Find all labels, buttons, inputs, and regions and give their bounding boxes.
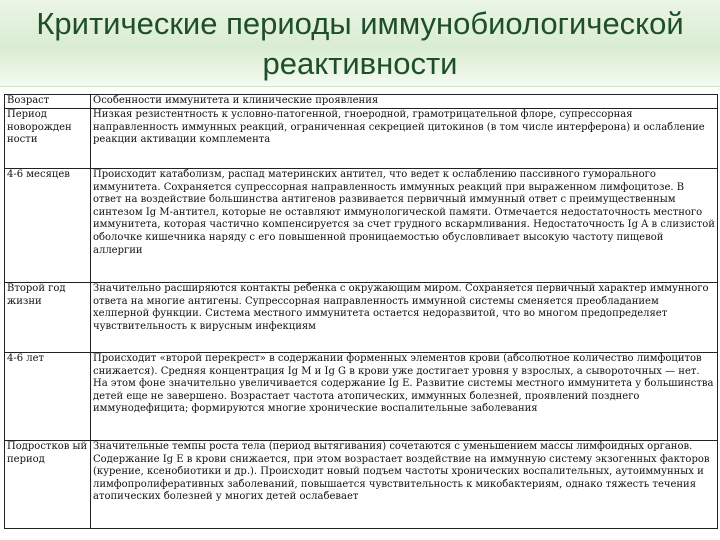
header-age: Возраст bbox=[5, 95, 91, 109]
row-age-cell: 4-6 месяцев bbox=[5, 169, 91, 283]
slide-title bbox=[0, 4, 720, 84]
table-row bbox=[5, 353, 718, 441]
title-line-1: Критические периоды иммунобиологической bbox=[36, 6, 684, 41]
header-features: Особенности иммунитета и клинические проявления bbox=[91, 95, 718, 109]
immunity-periods-table bbox=[4, 94, 718, 529]
row-text-cell: Происходит «второй перекрест» в содержании форменных элементов крови (абсолютное количество лимфоцитов снижается). Средняя концентрация Ig M и Ig G в крови уже достигает уровня у взрослых, а сывороточных — нет. На этом фоне значительно увеличивается содержание Ig E. Развитие системы местного иммунитета у большинства детей еще не завершено. Возрастает частота атопических, иммунных болезней, проявлений позднего иммунодефицита; формируются многие хронические воспалительные заболевания bbox=[91, 353, 718, 441]
row-age-cell: Период новорожден ности bbox=[5, 109, 91, 169]
row-age-cell: Второй год жизни bbox=[5, 283, 91, 353]
title-line-2: реактивности bbox=[262, 46, 458, 81]
row-text-cell: Значительные темпы роста тела (период вытягивания) сочетаются с уменьшением массы лимфоидных органов. Содержание Ig E в крови снижается, при этом возрастает воздействие на иммунную систему экзогенных факторов (курение, ксенобиотики и др.). Происходит новый подъем частоты хронических воспалительных, аутоиммунных и лимфопролиферативных заболеваний, повышается чувствительность к микобактериям, однако тяжесть течения атопических болезней у многих детей ослабевает bbox=[91, 441, 718, 529]
row-text-cell: Низкая резистентность к условно-патогенной, гноеродной, грамотрицательной флоре, супрессорная направленность иммунных реакций, ограниченная секрецией цитокинов (в том числе интерферона) и ослабление реакции активации комплемента bbox=[91, 109, 718, 169]
row-text-cell: Значительно расширяются контакты ребенка с окружающим миром. Сохраняется первичный характер иммунного ответа на многие антигены. Супрессорная направленность иммунной системы сменяется преобладанием хелперной функции. Система местного иммунитета остается недоразвитой, что во многом предопределяет чувствительность к вирусным инфекциям bbox=[91, 283, 718, 353]
row-age-cell: 4-6 лет bbox=[5, 353, 91, 441]
table-row bbox=[5, 283, 718, 353]
table-row bbox=[5, 169, 718, 283]
table-header-row bbox=[5, 95, 718, 109]
row-text-cell: Происходит катаболизм, распад материнских антител, что ведет к ослаблению пассивного гуморального иммунитета. Сохраняется супрессорная направленность иммунных реакций при выраженном лимфоцитозе. В ответ на воздействие большинства антигенов развивается первичный иммунный ответ с преимущественным синтезом Ig M-антител, которые не оставляют иммунологической памяти. Отмечается недостаточность местного иммунитета, которая частично компенсируется за счет грудного вскармливания. Недостаточность Ig A в слизистой оболочке кишечника наряду с его повышенной проницаемостью обусловливает высокую частоту пищевой аллергии bbox=[91, 169, 718, 283]
table-row bbox=[5, 441, 718, 529]
table-row bbox=[5, 109, 718, 169]
row-age-cell: Подростков ый период bbox=[5, 441, 91, 529]
